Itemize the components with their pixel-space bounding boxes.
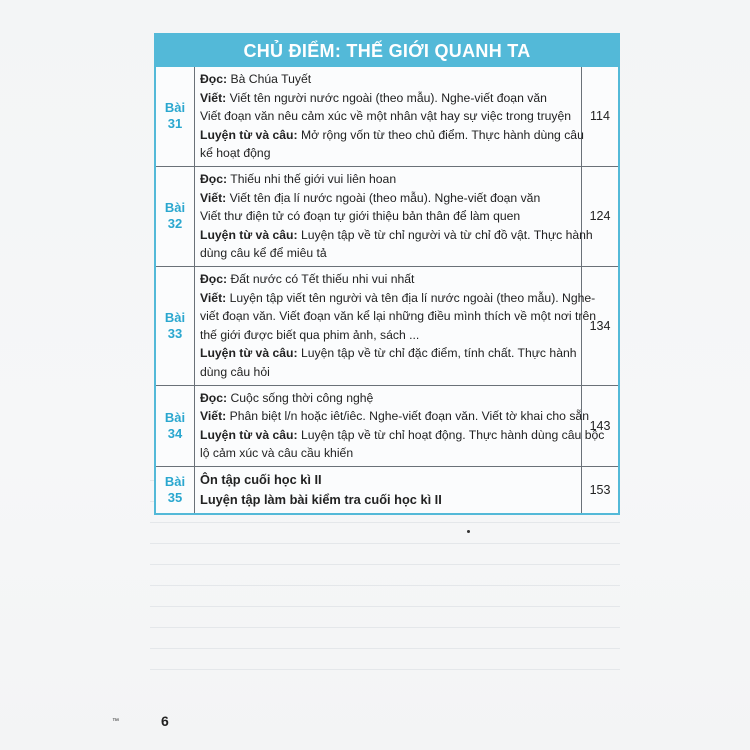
content-line bbox=[200, 144, 577, 163]
content-line bbox=[200, 389, 577, 408]
lesson-word: Bài bbox=[164, 409, 186, 425]
lesson-number: 34 bbox=[167, 425, 183, 441]
topic-header: CHỦ ĐIỂM: THẾ GIỚI QUANH TA bbox=[156, 35, 618, 67]
lesson-rows bbox=[156, 67, 618, 513]
line-text: Thiếu nhi thế giới vui liên hoan bbox=[227, 171, 397, 186]
content-line bbox=[200, 189, 577, 208]
stray-dot bbox=[467, 530, 470, 533]
page-ref: 153 bbox=[589, 482, 611, 497]
line-text: Viết thư điện tử có đoạn tự giới thiệu bản thân để làm quen bbox=[200, 209, 521, 224]
lesson-label bbox=[156, 67, 195, 166]
line-text: Ôn tập cuối học kì II bbox=[200, 471, 322, 487]
lesson-label bbox=[156, 267, 195, 385]
line-label: Luyện từ và câu: bbox=[200, 427, 298, 442]
line-label: Đọc: bbox=[200, 390, 228, 405]
lesson-number: 32 bbox=[167, 216, 183, 232]
content-line bbox=[200, 89, 577, 108]
line-text: Cuộc sống thời công nghệ bbox=[227, 390, 374, 405]
line-label: Đọc: bbox=[200, 271, 228, 286]
footer-mark: ™ bbox=[112, 718, 119, 725]
lesson-content bbox=[195, 267, 597, 385]
page-ref: 134 bbox=[589, 318, 611, 333]
page-ref: 143 bbox=[589, 418, 611, 433]
line-label: Viết: bbox=[200, 290, 227, 305]
content-line bbox=[200, 344, 577, 363]
line-text: dùng câu kể để miêu tả bbox=[200, 246, 327, 261]
table-of-contents bbox=[154, 33, 620, 515]
content-line bbox=[200, 407, 589, 426]
page-number: 6 bbox=[161, 713, 169, 729]
content-line bbox=[200, 207, 577, 226]
line-text: kể hoạt động bbox=[200, 146, 271, 161]
lesson-row bbox=[156, 67, 618, 166]
line-label: Viết: bbox=[200, 90, 227, 105]
lesson-content bbox=[195, 67, 582, 166]
lesson-number: 33 bbox=[167, 325, 183, 341]
lesson-label bbox=[156, 167, 195, 266]
line-text: Đất nước có Tết thiếu nhi vui nhất bbox=[227, 271, 415, 286]
line-text: viết đoạn văn. Viết đoạn văn kể lại những điều mình thích về một nơi trên bbox=[200, 309, 597, 324]
page-ref: 114 bbox=[590, 109, 610, 124]
lesson-row bbox=[156, 266, 618, 385]
content-line bbox=[200, 244, 577, 263]
content-line bbox=[200, 289, 596, 308]
line-text: Luyện tập về từ chỉ đặc điểm, tính chất. Thực hành bbox=[297, 346, 577, 361]
line-text: Viết tên địa lí nước ngoài (theo mẫu). Nghe-viết đoạn văn bbox=[226, 190, 541, 205]
line-label: Viết: bbox=[200, 409, 227, 424]
lesson-word: Bài bbox=[164, 309, 186, 325]
lesson-word: Bài bbox=[164, 473, 186, 489]
lesson-word: Bài bbox=[164, 200, 186, 216]
line-text: Bà Chúa Tuyết bbox=[227, 72, 312, 86]
content-line bbox=[200, 444, 577, 463]
content-line bbox=[200, 470, 577, 490]
line-label: Luyện từ và câu: bbox=[200, 227, 298, 242]
content-line bbox=[200, 490, 577, 510]
content-line bbox=[200, 426, 605, 445]
lesson-content bbox=[195, 167, 593, 266]
content-line bbox=[200, 126, 584, 145]
line-text: Viết tên người nước ngoài (theo mẫu). Nghe-viết đoạn văn bbox=[226, 90, 547, 105]
line-text: thế giới được biết qua phim ảnh, sách ... bbox=[200, 327, 420, 342]
line-label: Đọc: bbox=[200, 72, 228, 86]
line-text: dùng câu hỏi bbox=[200, 364, 270, 379]
lesson-row bbox=[156, 385, 618, 466]
page-ref: 124 bbox=[589, 209, 611, 224]
line-text: Mở rộng vốn từ theo chủ điểm. Thực hành dùng câu bbox=[297, 127, 584, 142]
lesson-row bbox=[156, 166, 618, 266]
content-line bbox=[200, 107, 577, 126]
content-line bbox=[200, 226, 593, 245]
line-text: Luyện tập viết tên người và tên địa lí nước ngoài (theo mẫu). Nghe- bbox=[226, 290, 596, 305]
line-text: Luyện tập về từ chỉ hoạt động. Thực hành dùng câu bộc bbox=[297, 427, 605, 442]
lesson-row bbox=[156, 466, 618, 513]
line-text: Luyện tập làm bài kiểm tra cuối học kì II bbox=[200, 491, 442, 507]
line-label: Viết: bbox=[200, 190, 227, 205]
content-line bbox=[200, 307, 597, 326]
content-line bbox=[200, 70, 577, 89]
lesson-number: 31 bbox=[167, 116, 183, 132]
line-text: lộ cảm xúc và câu cầu khiến bbox=[200, 446, 354, 461]
content-line bbox=[200, 270, 577, 289]
lesson-label bbox=[156, 386, 195, 466]
line-text: Phân biệt l/n hoặc iêt/iêc. Nghe-viết đoạn văn. Viết tờ khai cho sẵn bbox=[226, 409, 589, 424]
line-text: Viết đoạn văn nêu cảm xúc về một nhân vật hay sự việc trong truyện bbox=[200, 109, 572, 124]
line-text: Luyện tập về từ chỉ người và từ chỉ đồ vật. Thực hành bbox=[297, 227, 593, 242]
line-label: Luyện từ và câu: bbox=[200, 346, 298, 361]
lesson-word: Bài bbox=[164, 100, 186, 116]
lesson-content bbox=[195, 467, 582, 513]
content-line bbox=[200, 363, 577, 382]
lesson-number: 35 bbox=[167, 489, 183, 505]
content-line bbox=[200, 170, 577, 189]
line-label: Luyện từ và câu: bbox=[200, 127, 298, 142]
content-line bbox=[200, 326, 577, 345]
lesson-label bbox=[156, 467, 195, 513]
line-label: Đọc: bbox=[200, 171, 228, 186]
